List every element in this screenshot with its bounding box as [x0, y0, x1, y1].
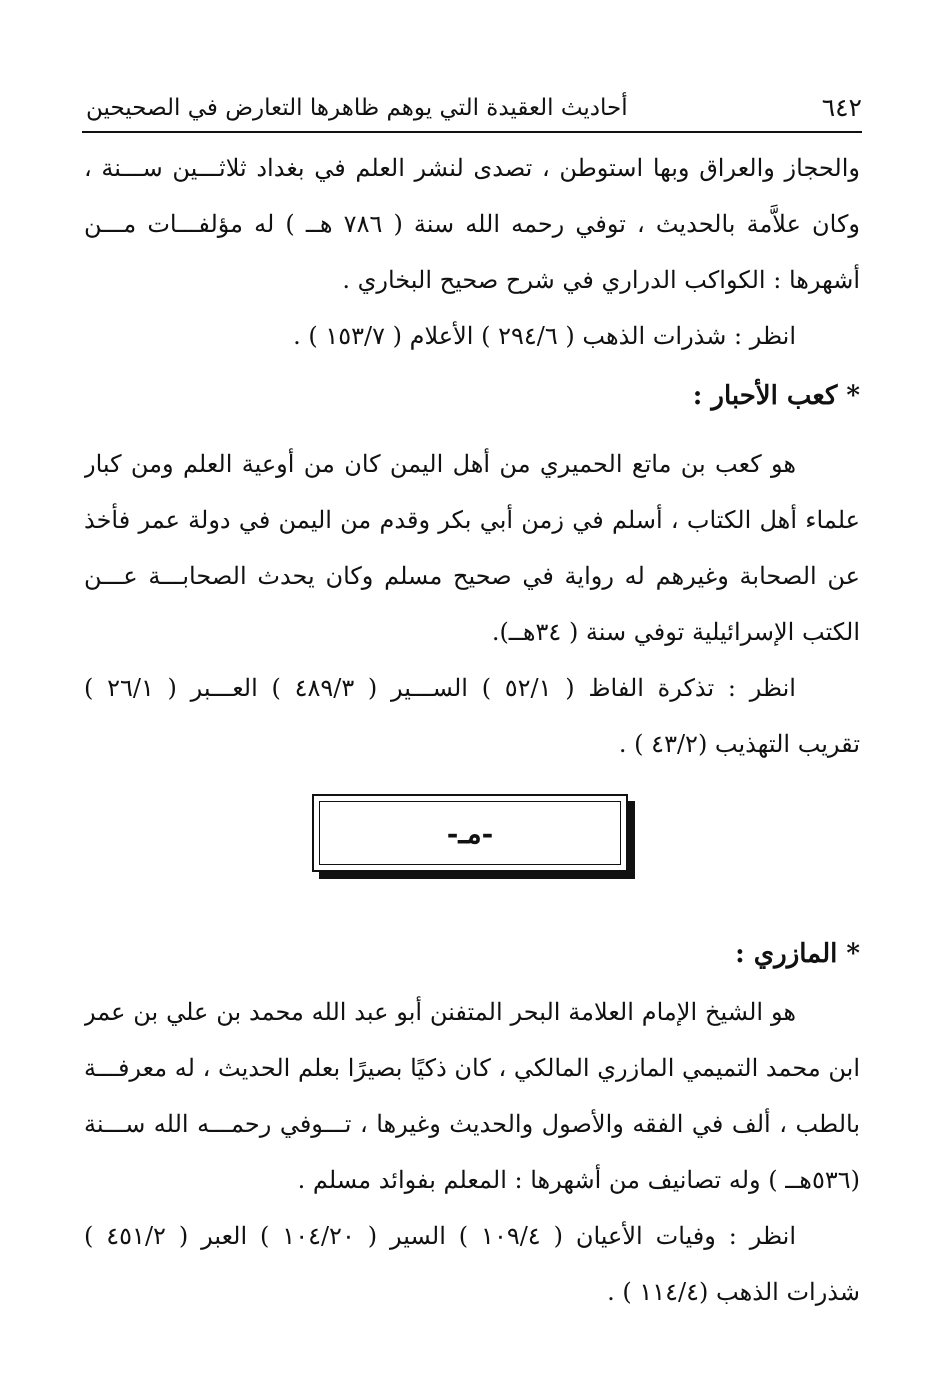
reference-line: انظر : وفيات الأعيان ( ١٠٩/٤ ) السير ( ١٠٤/٢٠ ) العبر ( ٤٥١/٢ ): [84, 1222, 796, 1250]
body-line: أشهرها : الكواكب الدراري في شرح صحيح البخاري .: [342, 266, 860, 294]
header-rule: [82, 131, 862, 133]
entry-title: * المازري :: [735, 939, 860, 969]
running-title: أحاديث العقيدة التي يوهم ظاهرها التعارض في الصحيحين: [86, 95, 628, 121]
body-line: عن الصحابة وغيرهم له رواية في صحيح مسلم وكان يحدث الصحابـــة عـــن: [84, 562, 860, 590]
page-body: [84, 140, 860, 1320]
letter-label: -مـ-: [319, 801, 621, 865]
letter-section-divider: [84, 772, 860, 922]
entry-al-mazari: [84, 924, 860, 1320]
reference-line: انظر : تذكرة الفاظ ( ٥٢/١ ) الســـير ( ٤٨٩/٣ ) العـــبر ( ٢٦/١ ): [84, 674, 796, 702]
page-header: [80, 90, 862, 130]
entry-kaab-al-ahbar: [84, 366, 860, 772]
page-number: ٦٤٢: [821, 93, 862, 122]
reference-line: شذرات الذهب (١١٤/٤ ) .: [607, 1278, 860, 1306]
spacer: [84, 426, 860, 436]
body-line: هو كعب بن ماتع الحميري من أهل اليمن كان من أوعية العلم ومن كبار: [84, 450, 796, 478]
reference-line: تقريب التهذيب (٤٣/٢ ) .: [618, 730, 860, 758]
body-line: بالطب ، ألف في الفقه والأصول والحديث وغيرها ، تـــوفي رحمـــه الله ســـنة: [84, 1110, 860, 1138]
body-line: والحجاز والعراق وبها استوطن ، تصدى لنشر العلم في بغداد ثلاثـــين ســـنة ،: [84, 154, 860, 182]
body-line: هو الشيخ الإمام العلامة البحر المتفنن أبو عبد الله محمد بن علي بن عمر: [84, 998, 796, 1026]
entry-title: * كعب الأحبار :: [692, 381, 860, 411]
body-line: وكان علاَّمة بالحديث ، توفي رحمه الله سنة ( ٧٨٦ هــ ) له مؤلفـــات مـــن: [84, 210, 860, 238]
body-line: ابن محمد التميمي المازري المالكي ، كان ذكيًا بصيرًا بعلم الحديث ، له معرفـــة: [84, 1054, 860, 1082]
body-line: الكتب الإسرائيلية توفي سنة ( ٣٤هــ).: [491, 618, 860, 646]
reference-line: انظر : شذرات الذهب ( ٢٩٤/٦ ) الأعلام ( ١٥٣/٧ ) .: [293, 322, 796, 350]
entry-continuation: [84, 140, 860, 364]
body-line: (٥٣٦هــ ) وله تصانيف من أشهرها : المعلم بفوائد مسلم .: [297, 1166, 860, 1194]
body-line: علماء أهل الكتاب ، أسلم في زمن أبي بكر وقدم من اليمن في دولة عمر فأخذ: [84, 506, 860, 534]
letter-box: [312, 794, 628, 872]
